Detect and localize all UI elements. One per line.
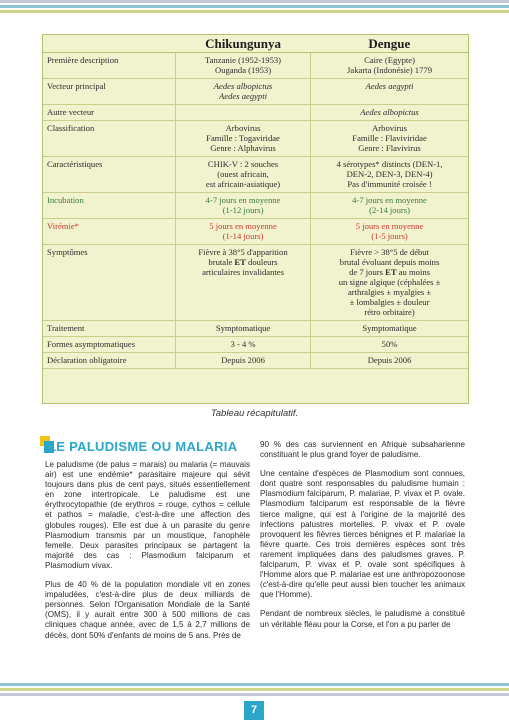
paragraph: 90 % des cas surviennent en Afrique subsaharienne constituant le plus grand foyer de paludisme. — [260, 440, 465, 460]
cell-dengue: Fièvre > 38°5 de début brutal évoluant depuis moins de 7 jours ET au moins un signe algique (céphalées ± arthralgies ± myalgies ± ± lombalgies ± douleur rétro orbitaire) — [311, 245, 468, 321]
row-label: Autre vecteur — [43, 105, 176, 121]
row-label: Caractéristiques — [43, 157, 176, 193]
paragraph: Pendant de nombreux siècles, le paludisme a constitué un véritable fléau pour la Corse, et l'on a pu parler de — [260, 609, 465, 629]
cell-chikungunya: Tanzanie (1952-1953) Ouganda (1953) — [176, 53, 311, 79]
table-row — [43, 337, 468, 353]
row-label: Virémie* — [43, 219, 176, 245]
paragraph: Une centaine d'espèces de Plasmodium sont connues, dont quatre sont responsables du paludisme humain : Plasmodium falciparum, P. malariae, P. vivax et P. ovale. Plasmodium falciparum est responsable de la fièvre tierce maligne, qui est à l'origine de la majorité des infections palustres mortelles. P. vivax et P. ovale provoquent les fièvres tierces bénignes et P. malariae la fièvre quarte. Ces trois dernières espèces sont très rarement impliquées dans des paludismes graves. P. falciparum, P. vivax et P. ovale sont spécifiques à l'Homme alors que P. malariae est une anthropozoonose (c'est-à-dire qu'elle peut aussi bien toucher les animaux que l'Homme). — [260, 469, 465, 600]
cell-dengue: Aedes aegypti — [311, 79, 468, 105]
row-label: Incubation — [43, 193, 176, 219]
left-text-column — [45, 460, 250, 650]
cell-chikungunya — [176, 105, 311, 121]
table-row — [43, 219, 468, 245]
top-decorative-stripes — [0, 0, 509, 20]
cell-dengue: 4 sérotypes* distincts (DEN-1, DEN-2, DEN-3, DEN-4) Pas d'immunité croisée ! — [311, 157, 468, 193]
table-row — [43, 193, 468, 219]
table-row — [43, 79, 468, 105]
header-chikungunya: Chikungunya — [176, 35, 311, 53]
section-title: LE PALUDISME OU MALARIA — [48, 439, 238, 454]
table-row — [43, 321, 468, 337]
cell-dengue: Depuis 2006 — [311, 353, 468, 369]
cell-chikungunya: 4-7 jours en moyenne (1-12 jours) — [176, 193, 311, 219]
table-caption: Tableau récapitulatif. — [210, 408, 299, 419]
table-header-row — [43, 35, 468, 53]
cell-dengue: 4-7 jours en moyenne (2-14 jours) — [311, 193, 468, 219]
row-label: Symptômes — [43, 245, 176, 321]
table-row — [43, 121, 468, 157]
row-label: Traitement — [43, 321, 176, 337]
row-label: Vecteur principal — [43, 79, 176, 105]
table-row — [43, 53, 468, 79]
cell-dengue: Aedes albopictus — [311, 105, 468, 121]
row-label: Première description — [43, 53, 176, 79]
cell-chikungunya: 3 - 4 % — [176, 337, 311, 353]
header-empty — [43, 35, 176, 53]
cell-dengue: 5 jours en moyenne (1-5 jours) — [311, 219, 468, 245]
cell-chikungunya: Depuis 2006 — [176, 353, 311, 369]
cell-dengue: 50% — [311, 337, 468, 353]
cell-dengue: Arbovirus Famille : Flaviviridae Genre : Flavivirus — [311, 121, 468, 157]
row-label: Classification — [43, 121, 176, 157]
paragraph: Le paludisme (de palus = marais) ou malaria (= mauvais air) est une endémie* parasitaire majeure qui sévit toujours dans plus de cent pays, situés essentiellement en zone intertropicale. Le paludisme est une érythrocytopathie (de erythros = rouge, cythos = cellule et pathos = maladie, c'est-à-dire une affection des globules rouges). Elle est due à un parasite du genre Plasmodium transmis par un moustique, l'anophèle femelle. Deux parasites principaux se partagent la majorité des cas : Plasmodium falciparum et Plasmodium vivax. — [45, 460, 250, 570]
right-text-column — [260, 440, 465, 639]
cell-chikungunya: CHIK-V : 2 souches (ouest africain, est africain-asiatique) — [176, 157, 311, 193]
cell-chikungunya: Aedes albopictus Aedes aegypti — [176, 79, 311, 105]
header-dengue: Dengue — [311, 35, 468, 53]
recap-table-body — [43, 53, 468, 369]
cell-chikungunya: Symptomatique — [176, 321, 311, 337]
row-label: Formes asymptomatiques — [43, 337, 176, 353]
bottom-decorative-stripes — [0, 683, 509, 698]
cell-chikungunya: Fièvre à 38°5 d'apparition brutale ET douleurs articulaires invalidantes — [176, 245, 311, 321]
cell-dengue: Symptomatique — [311, 321, 468, 337]
section-heading — [40, 436, 280, 456]
cell-chikungunya: 5 jours en moyenne (1-14 jours) — [176, 219, 311, 245]
cell-dengue: Caire (Egypte) Jakarta (Indonésie) 1779 — [311, 53, 468, 79]
row-label: Déclaration obligatoire — [43, 353, 176, 369]
recap-table — [43, 35, 468, 369]
table-row — [43, 245, 468, 321]
table-row — [43, 157, 468, 193]
table-row — [43, 353, 468, 369]
paragraph: Plus de 40 % de la population mondiale vit en zones impaludées, c'est-à-dire plus de deux milliards de personnes. Selon l'Organisation Mondiale de la Santé (OMS), il y aurait entre 300 à 500 millions de cas cliniques chaque année, avec de 1,5 à 2,7 millions de décès, dont 50% d'enfants de moins de 5 ans. Près de — [45, 580, 250, 640]
page-number: 7 — [244, 701, 264, 720]
cell-chikungunya: Arbovirus Famille : Togaviridae Genre : Alphavirus — [176, 121, 311, 157]
recap-table-panel — [42, 34, 469, 404]
table-row — [43, 105, 468, 121]
